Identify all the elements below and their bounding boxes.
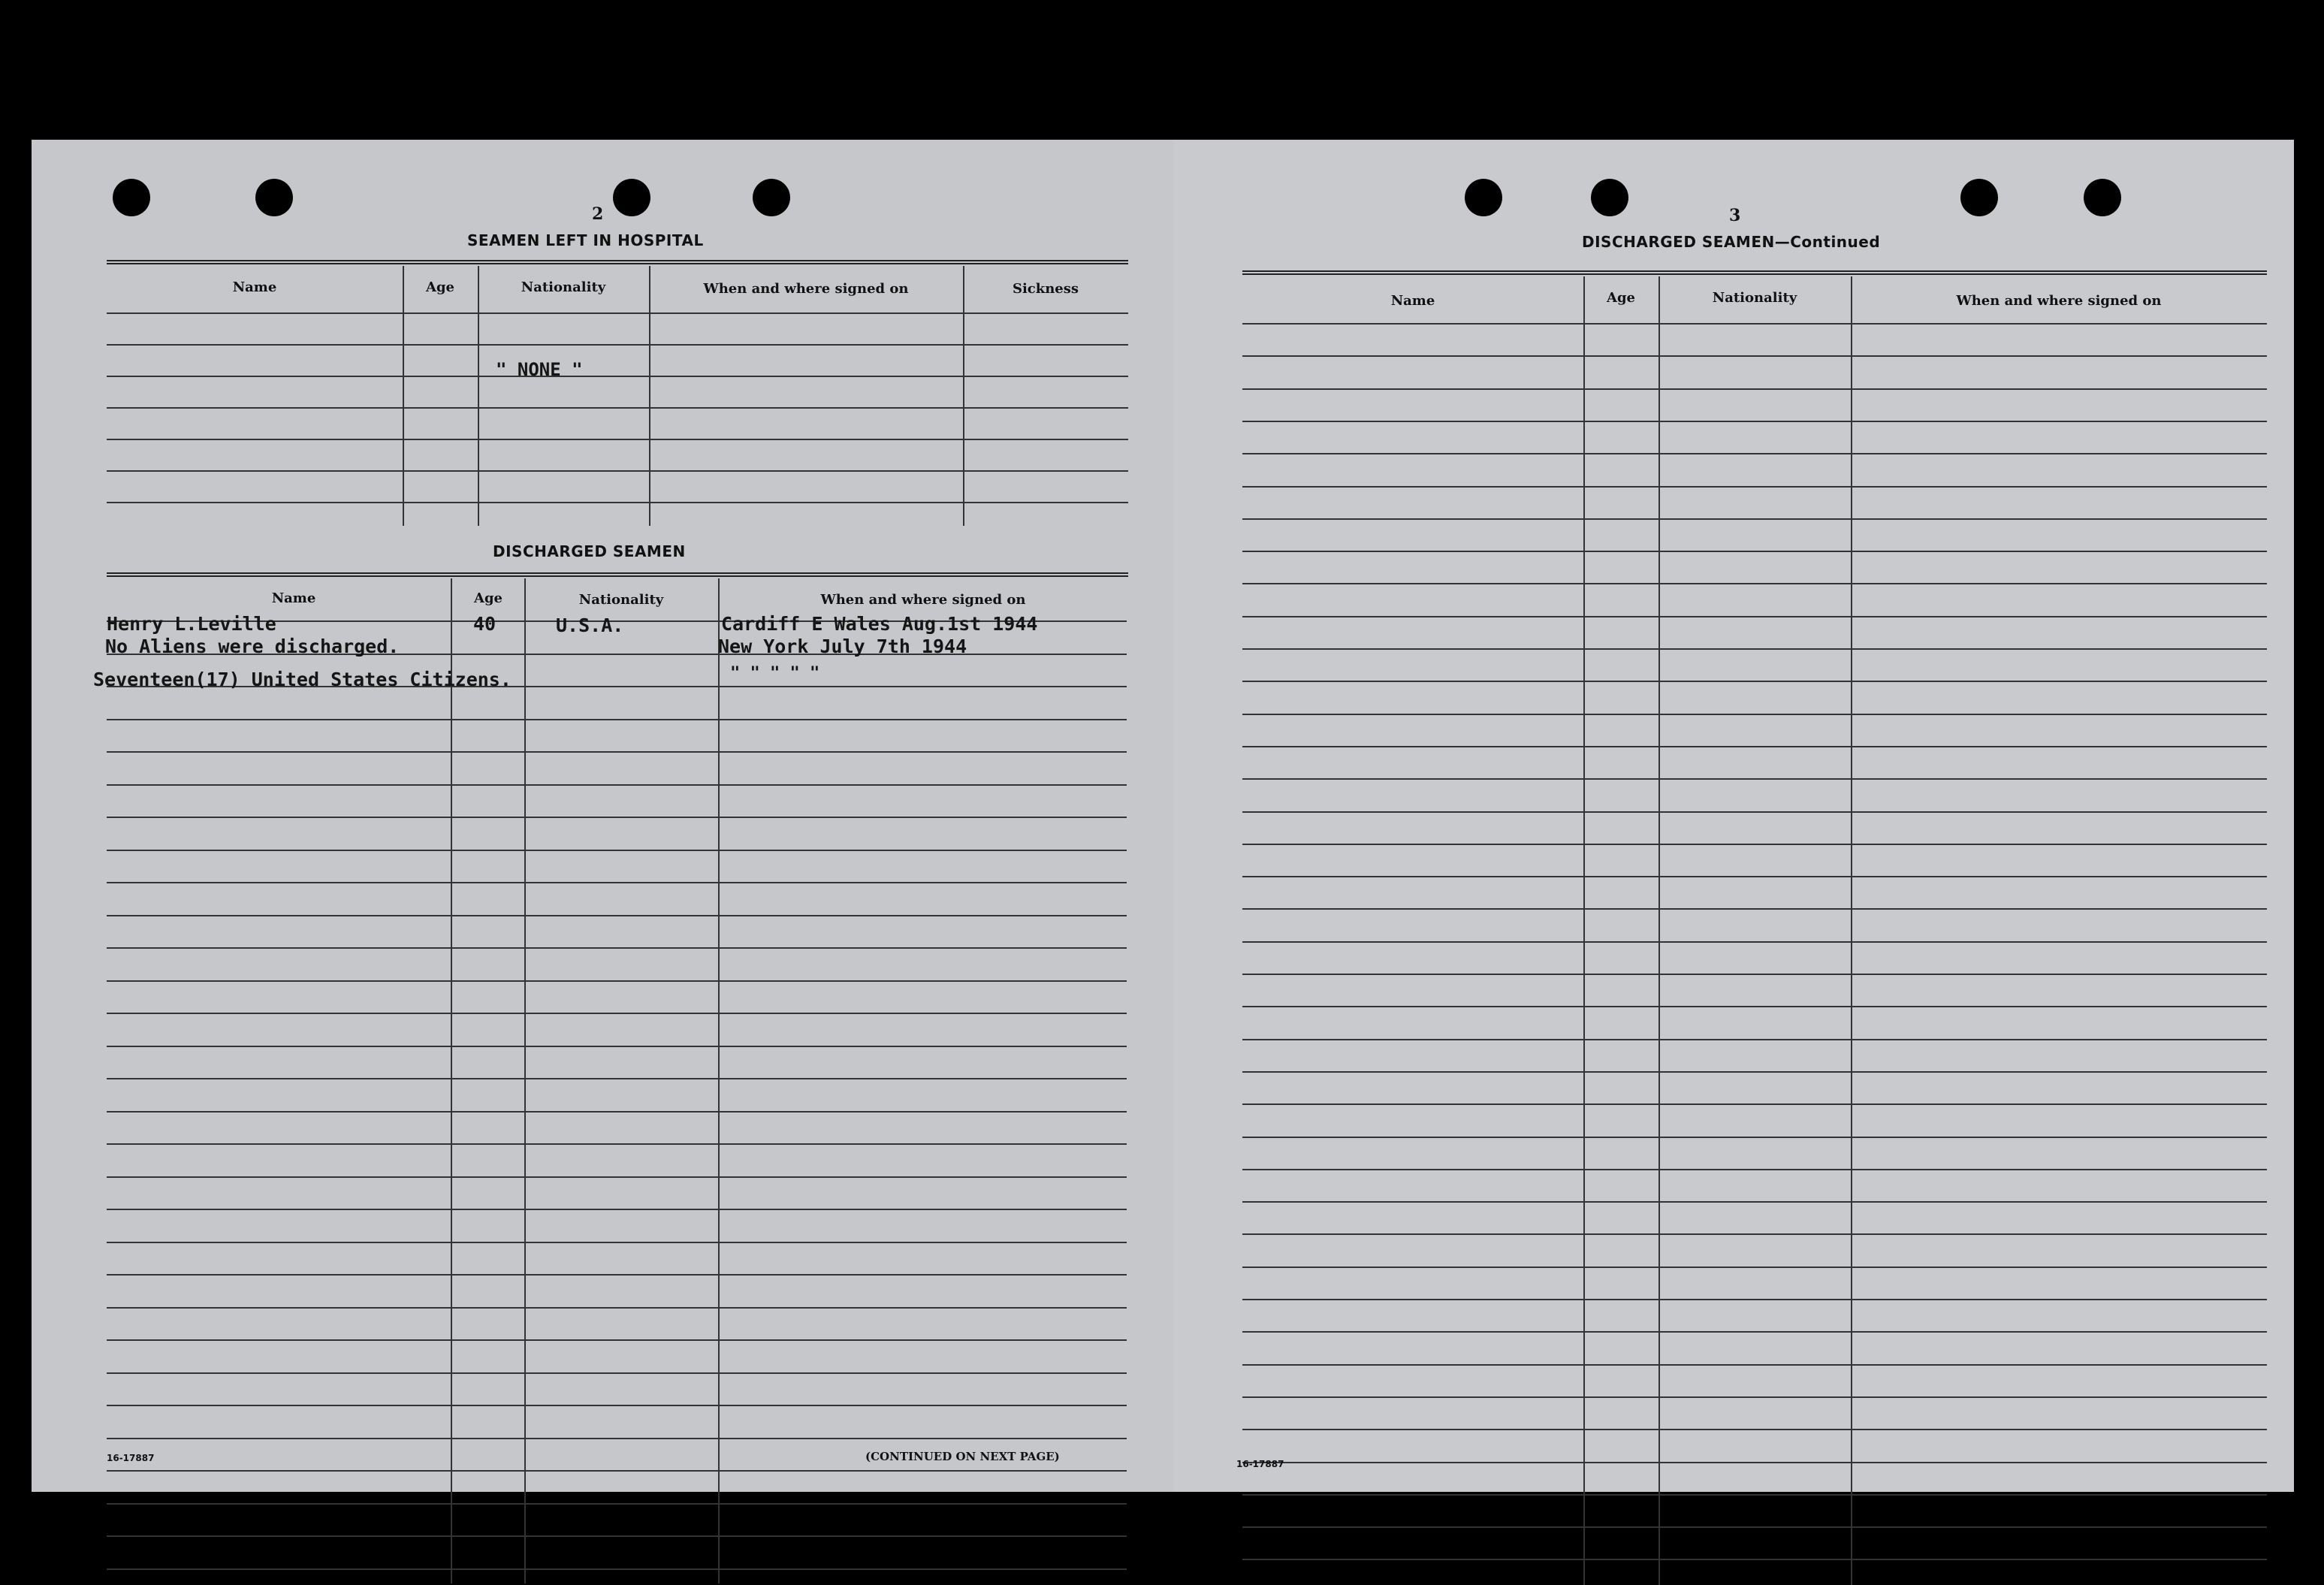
ruled-line [1242, 844, 2267, 845]
entry-nationality: U.S.A. [556, 614, 624, 636]
note-no-aliens: No Aliens were discharged. [105, 636, 400, 657]
col-header-signed-on: When and where signed on [820, 592, 1026, 608]
ruled-line [107, 1078, 1127, 1079]
ruled-line [107, 407, 1128, 409]
punch-hole [255, 179, 293, 216]
ruled-line [107, 915, 1127, 916]
ruled-line [1242, 1137, 2267, 1138]
ruled-line [107, 947, 1127, 949]
ruled-line [1242, 1201, 2267, 1203]
ruled-line [107, 1143, 1127, 1145]
ruled-line [1242, 1396, 2267, 1398]
ruled-line [1242, 876, 2267, 877]
ruled-line [1242, 388, 2267, 390]
ruled-line [107, 751, 1127, 753]
ruled-line [107, 344, 1128, 346]
ruled-line [1242, 974, 2267, 975]
column-divider [478, 266, 479, 526]
section-title-continued: DISCHARGED SEAMEN—Continued [1582, 233, 1881, 251]
section-title-hospital: SEAMEN LEFT IN HOSPITAL [467, 231, 704, 249]
ruled-line [1242, 486, 2267, 488]
ruled-line [1242, 1429, 2267, 1430]
table-top-rule [1242, 270, 2267, 275]
ruled-line [1242, 648, 2267, 650]
column-divider [451, 578, 452, 1583]
ruled-line [107, 719, 1127, 720]
page-number: 3 [1729, 206, 1741, 225]
ruled-line [107, 1046, 1127, 1047]
ruled-line [1242, 453, 2267, 454]
ruled-line [107, 312, 1128, 314]
ruled-line [107, 1176, 1127, 1178]
ruled-line [1242, 1462, 2267, 1463]
section-title-discharged: DISCHARGED SEAMEN [493, 542, 686, 560]
ruled-line [1242, 778, 2267, 780]
column-divider [963, 266, 964, 526]
column-divider [403, 266, 404, 526]
ruled-line [107, 1242, 1127, 1243]
col-header-nationality: Nationality [578, 592, 664, 608]
column-divider [718, 578, 720, 1583]
ruled-line [1242, 1299, 2267, 1300]
ruled-line [1242, 1071, 2267, 1073]
ruled-line [1242, 355, 2267, 357]
ruled-line [107, 817, 1127, 818]
column-divider [1658, 276, 1660, 1585]
ruled-line [1242, 1494, 2267, 1496]
note-citizens: Seventeen(17) United States Citizens. [93, 669, 512, 690]
ruled-line [1242, 583, 2267, 584]
ruled-line [1242, 681, 2267, 682]
col-header-nationality: Nationality [521, 279, 606, 295]
ruled-line [107, 1307, 1127, 1309]
form-number: 16-17887 [1236, 1459, 1284, 1469]
ruled-line [107, 502, 1128, 503]
ruled-line [1242, 1233, 2267, 1235]
ruled-line [107, 1568, 1127, 1570]
col-header-name: Name [232, 279, 277, 295]
col-header-signed-on: When and where signed on [703, 281, 909, 297]
ruled-line [107, 1209, 1127, 1210]
ruled-line [1242, 1526, 2267, 1528]
ruled-line [1242, 1103, 2267, 1105]
ruled-line [1242, 616, 2267, 617]
ruled-line [1242, 518, 2267, 520]
ruled-line [1242, 1364, 2267, 1366]
column-divider [1851, 276, 1852, 1585]
ruled-line [1242, 1331, 2267, 1333]
punch-hole [113, 179, 150, 216]
ruled-line [1242, 1266, 2267, 1268]
ruled-line [107, 1013, 1127, 1014]
ruled-line [107, 1438, 1127, 1439]
right-page [1173, 140, 2294, 1492]
entry-name: Henry L.Leville [107, 613, 276, 635]
col-header-name: Name [1390, 293, 1435, 309]
punch-hole [613, 179, 650, 216]
ruled-line [1242, 551, 2267, 552]
ruled-line [1242, 811, 2267, 813]
ruled-line [1242, 1559, 2267, 1560]
ruled-line [107, 1274, 1127, 1276]
ruled-line [1242, 1169, 2267, 1170]
ruled-line [1242, 421, 2267, 422]
ruled-line [107, 882, 1127, 883]
punch-hole [753, 179, 790, 216]
col-header-age: Age [1606, 290, 1635, 306]
ruled-line [1242, 714, 2267, 715]
ruled-line [107, 850, 1127, 851]
entry-age: 40 [473, 613, 496, 635]
ruled-line [1242, 746, 2267, 747]
page-number: 2 [592, 204, 604, 224]
col-header-age: Age [473, 590, 503, 606]
left-page [32, 140, 1173, 1492]
none-stamp: " NONE " [496, 359, 583, 380]
ruled-line [107, 784, 1127, 786]
form-number: 16-17887 [107, 1453, 155, 1463]
ruled-line [1242, 1006, 2267, 1007]
table-top-rule [107, 260, 1128, 264]
entry-signed-on-2: New York July 7th 1944 [718, 636, 967, 657]
punch-hole [1591, 179, 1628, 216]
col-header-signed-on: When and where signed on [1956, 293, 2162, 309]
entry-signed-on: Cardiff E Wales Aug.1st 1944 [721, 613, 1038, 635]
ruled-line [1242, 908, 2267, 910]
column-divider [524, 578, 526, 1583]
punch-hole [1960, 179, 1998, 216]
ruled-line [107, 1503, 1127, 1505]
ruled-line [107, 376, 1128, 377]
ruled-line [1242, 941, 2267, 943]
col-header-name: Name [271, 590, 316, 606]
ruled-line [107, 470, 1128, 472]
table-top-rule [107, 572, 1128, 577]
ditto-marks: " " " " " [730, 664, 820, 683]
ruled-line [107, 1470, 1127, 1472]
continued-note: (CONTINUED ON NEXT PAGE) [865, 1450, 1060, 1463]
col-header-nationality: Nationality [1712, 290, 1797, 306]
ruled-line [1242, 323, 2267, 325]
ruled-line [1242, 1039, 2267, 1040]
ruled-line [107, 1339, 1127, 1341]
col-header-age: Age [425, 279, 454, 295]
col-header-sickness: Sickness [1012, 281, 1079, 297]
punch-hole [1465, 179, 1502, 216]
ruled-line [107, 1405, 1127, 1406]
ruled-line [107, 1111, 1127, 1113]
ruled-line [107, 1535, 1127, 1537]
punch-hole [2084, 179, 2121, 216]
ruled-line [107, 980, 1127, 982]
column-divider [1583, 276, 1585, 1585]
column-divider [649, 266, 650, 526]
ruled-line [107, 1372, 1127, 1374]
ruled-line [107, 439, 1128, 440]
